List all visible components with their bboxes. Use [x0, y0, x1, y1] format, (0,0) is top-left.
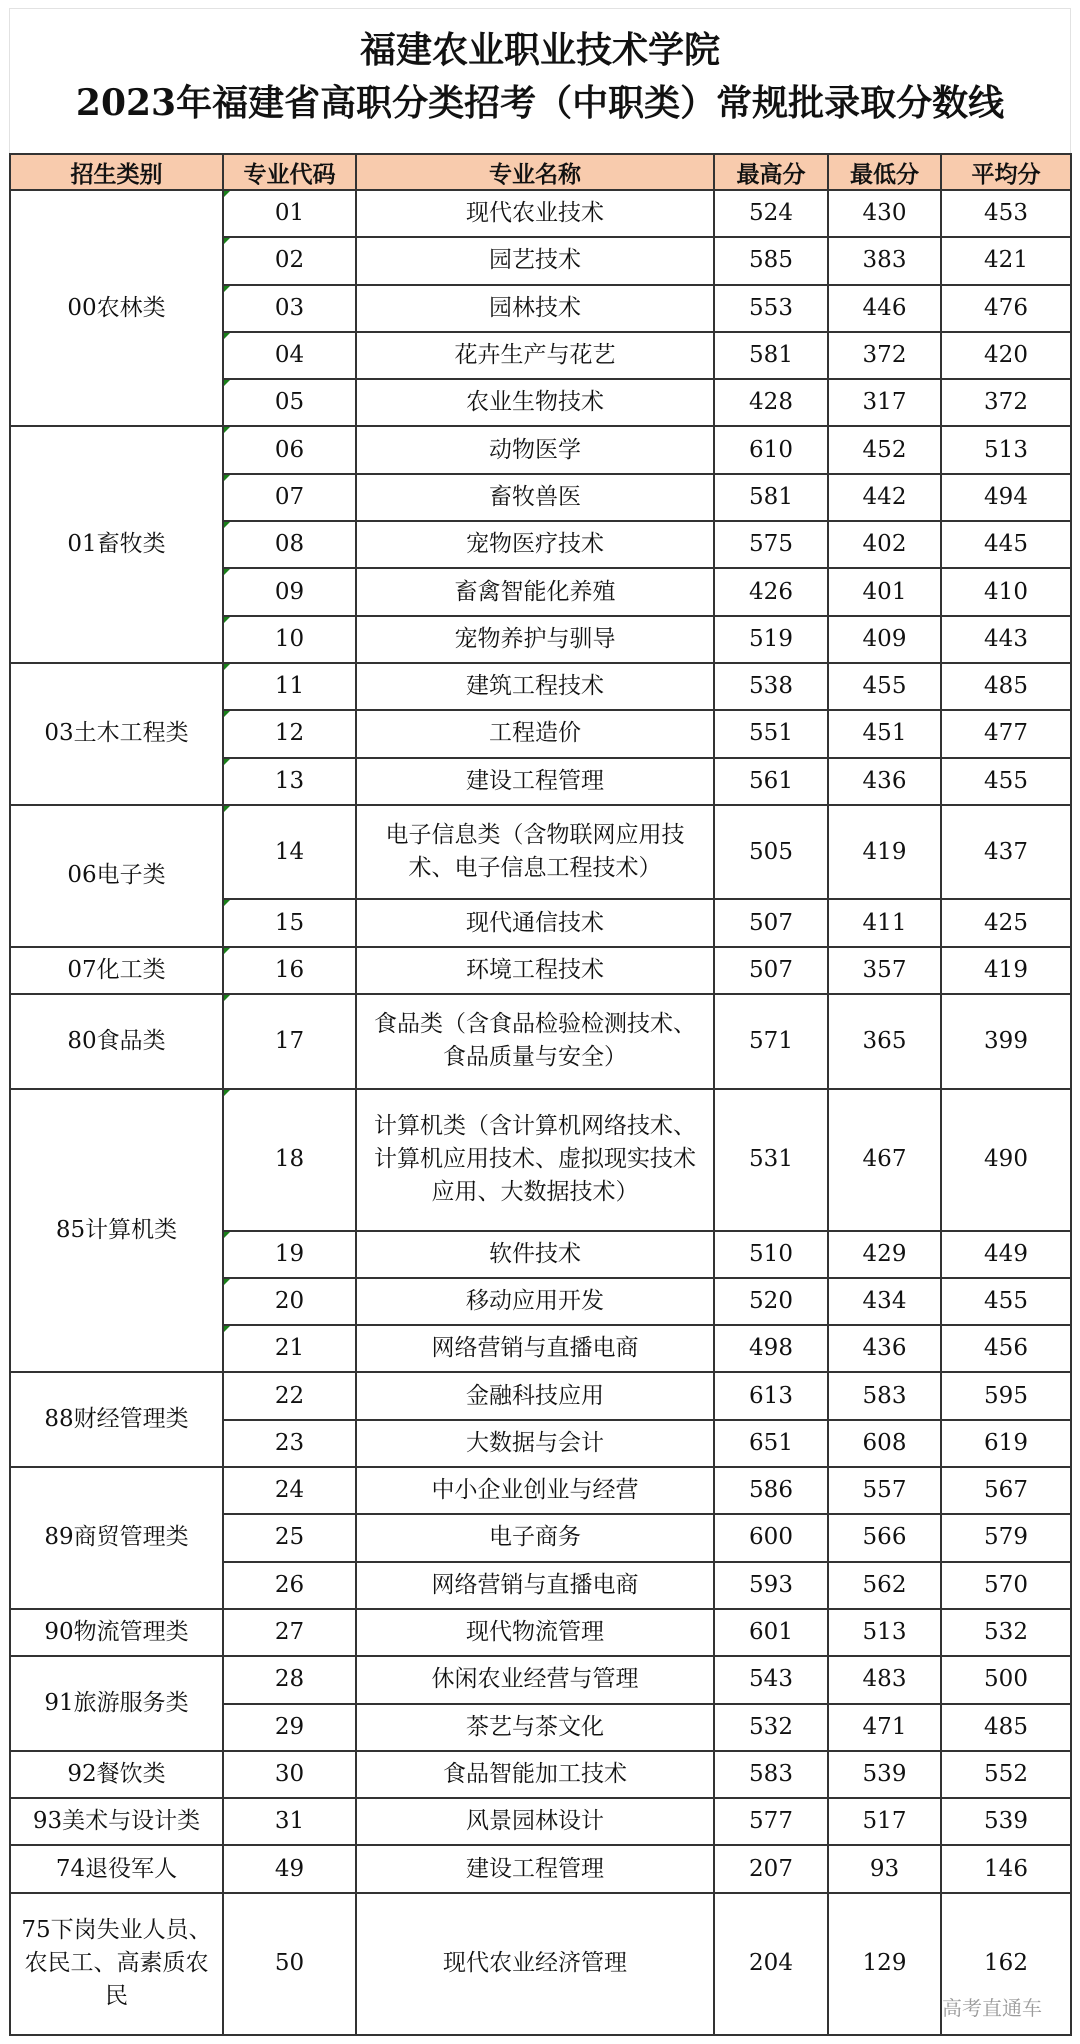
major-name-cell: 茶艺与茶文化: [356, 1704, 714, 1751]
major-code-cell: 16: [223, 947, 356, 994]
min-score-cell: 365: [828, 994, 941, 1089]
header-major-name: 专业名称: [356, 154, 714, 190]
table-row: [10, 1845, 1071, 1892]
max-score-cell: 426: [714, 568, 828, 615]
min-score-cell: 129: [828, 1893, 941, 2035]
max-score-cell: 551: [714, 710, 828, 757]
major-code-cell: 49: [223, 1845, 356, 1892]
max-score-cell: 593: [714, 1562, 828, 1609]
major-name-cell: 现代农业经济管理: [356, 1893, 714, 2035]
header-min-score: 最低分: [828, 154, 941, 190]
max-score-cell: 600: [714, 1514, 828, 1561]
avg-score-cell: 539: [941, 1798, 1071, 1845]
table-row: [10, 190, 1071, 237]
major-name-cell: 工程造价: [356, 710, 714, 757]
min-score-cell: 317: [828, 379, 941, 426]
major-code-cell: 50: [223, 1893, 356, 2035]
min-score-cell: 471: [828, 1704, 941, 1751]
max-score-cell: 519: [714, 616, 828, 663]
table-row: [10, 1656, 1071, 1703]
min-score-cell: 434: [828, 1278, 941, 1325]
min-score-cell: 372: [828, 332, 941, 379]
major-name-cell: 建筑工程技术: [356, 663, 714, 710]
avg-score-cell: 579: [941, 1514, 1071, 1561]
min-score-cell: 436: [828, 1325, 941, 1372]
min-score-cell: 455: [828, 663, 941, 710]
major-name-cell: 动物医学: [356, 426, 714, 473]
major-code-cell: 26: [223, 1562, 356, 1609]
major-name-cell: 计算机类（含计算机网络技术、计算机应用技术、虚拟现实技术应用、大数据技术）: [356, 1089, 714, 1231]
table-header-row: [10, 154, 1071, 190]
major-code-cell: 29: [223, 1704, 356, 1751]
major-name-cell: 食品类（含食品检验检测技术、食品质量与安全）: [356, 994, 714, 1089]
major-code-cell: 01: [223, 190, 356, 237]
max-score-cell: 505: [714, 805, 828, 900]
min-score-cell: 357: [828, 947, 941, 994]
major-code-cell: 10: [223, 616, 356, 663]
avg-score-cell: 420: [941, 332, 1071, 379]
min-score-cell: 539: [828, 1751, 941, 1798]
header-category: 招生类别: [10, 154, 223, 190]
major-name-cell: 现代通信技术: [356, 899, 714, 946]
avg-score-cell: 456: [941, 1325, 1071, 1372]
avg-score-cell: 399: [941, 994, 1071, 1089]
major-code-cell: 23: [223, 1420, 356, 1467]
avg-score-cell: 372: [941, 379, 1071, 426]
min-score-cell: 429: [828, 1231, 941, 1278]
major-name-cell: 大数据与会计: [356, 1420, 714, 1467]
max-score-cell: 571: [714, 994, 828, 1089]
max-score-cell: 520: [714, 1278, 828, 1325]
avg-score-cell: 485: [941, 663, 1071, 710]
avg-score-cell: 449: [941, 1231, 1071, 1278]
avg-score-cell: 445: [941, 521, 1071, 568]
min-score-cell: 93: [828, 1845, 941, 1892]
major-code-cell: 21: [223, 1325, 356, 1372]
min-score-cell: 483: [828, 1656, 941, 1703]
category-cell: 75下岗失业人员、农民工、高素质农民: [10, 1893, 223, 2035]
table-row: [10, 994, 1071, 1089]
max-score-cell: 613: [714, 1372, 828, 1419]
major-code-cell: 19: [223, 1231, 356, 1278]
min-score-cell: 442: [828, 474, 941, 521]
watermark: 高考直通车: [942, 1996, 1042, 2020]
category-cell: 89商贸管理类: [10, 1467, 223, 1609]
major-name-cell: 风景园林设计: [356, 1798, 714, 1845]
min-score-cell: 402: [828, 521, 941, 568]
major-name-cell: 金融科技应用: [356, 1372, 714, 1419]
major-name-cell: 网络营销与直播电商: [356, 1325, 714, 1372]
avg-score-cell: 485: [941, 1704, 1071, 1751]
header-avg-score: 平均分: [941, 154, 1071, 190]
major-name-cell: 花卉生产与花艺: [356, 332, 714, 379]
avg-score-cell: 455: [941, 1278, 1071, 1325]
avg-score-cell: 419: [941, 947, 1071, 994]
major-code-cell: 30: [223, 1751, 356, 1798]
avg-score-cell: 453: [941, 190, 1071, 237]
major-code-cell: 24: [223, 1467, 356, 1514]
table-body: [10, 190, 1071, 2035]
major-name-cell: 电子信息类（含物联网应用技术、电子信息工程技术）: [356, 805, 714, 900]
category-cell: 88财经管理类: [10, 1372, 223, 1467]
category-cell: 92餐饮类: [10, 1751, 223, 1798]
avg-score-cell: 421: [941, 237, 1071, 284]
category-cell: 07化工类: [10, 947, 223, 994]
avg-score-cell: 500: [941, 1656, 1071, 1703]
max-score-cell: 553: [714, 285, 828, 332]
category-cell: 90物流管理类: [10, 1609, 223, 1656]
major-code-cell: 14: [223, 805, 356, 900]
major-name-cell: 畜禽智能化养殖: [356, 568, 714, 615]
category-cell: 00农林类: [10, 190, 223, 426]
category-cell: 91旅游服务类: [10, 1656, 223, 1751]
avg-score-cell: 146: [941, 1845, 1071, 1892]
major-name-cell: 中小企业创业与经营: [356, 1467, 714, 1514]
max-score-cell: 577: [714, 1798, 828, 1845]
max-score-cell: 581: [714, 332, 828, 379]
major-code-cell: 07: [223, 474, 356, 521]
max-score-cell: 510: [714, 1231, 828, 1278]
major-code-cell: 25: [223, 1514, 356, 1561]
category-cell: 03土木工程类: [10, 663, 223, 805]
major-code-cell: 20: [223, 1278, 356, 1325]
major-code-cell: 04: [223, 332, 356, 379]
table-row: [10, 1751, 1071, 1798]
min-score-cell: 411: [828, 899, 941, 946]
page-subtitle: 2023年福建省高职分类招考（中职类）常规批录取分数线: [75, 82, 1005, 124]
min-score-cell: 517: [828, 1798, 941, 1845]
category-cell: 85计算机类: [10, 1089, 223, 1373]
min-score-cell: 452: [828, 426, 941, 473]
major-name-cell: 现代农业技术: [356, 190, 714, 237]
max-score-cell: 651: [714, 1420, 828, 1467]
table-row: [10, 805, 1071, 900]
table-row: [10, 1609, 1071, 1656]
major-code-cell: 02: [223, 237, 356, 284]
major-name-cell: 食品智能加工技术: [356, 1751, 714, 1798]
max-score-cell: 601: [714, 1609, 828, 1656]
major-code-cell: 12: [223, 710, 356, 757]
category-cell: 06电子类: [10, 805, 223, 947]
major-code-cell: 17: [223, 994, 356, 1089]
avg-score-cell: 494: [941, 474, 1071, 521]
min-score-cell: 430: [828, 190, 941, 237]
avg-score-cell: 410: [941, 568, 1071, 615]
avg-score-cell: 162: [941, 1893, 1071, 2035]
major-code-cell: 09: [223, 568, 356, 615]
major-name-cell: 电子商务: [356, 1514, 714, 1561]
major-code-cell: 22: [223, 1372, 356, 1419]
avg-score-cell: 552: [941, 1751, 1071, 1798]
max-score-cell: 575: [714, 521, 828, 568]
major-name-cell: 畜牧兽医: [356, 474, 714, 521]
major-name-cell: 现代物流管理: [356, 1609, 714, 1656]
major-name-cell: 建设工程管理: [356, 758, 714, 805]
max-score-cell: 524: [714, 190, 828, 237]
table-row: [10, 1089, 1071, 1231]
major-name-cell: 移动应用开发: [356, 1278, 714, 1325]
major-code-cell: 03: [223, 285, 356, 332]
avg-score-cell: 477: [941, 710, 1071, 757]
table-row: [10, 1467, 1071, 1514]
major-code-cell: 13: [223, 758, 356, 805]
major-code-cell: 31: [223, 1798, 356, 1845]
table-row: [10, 663, 1071, 710]
max-score-cell: 561: [714, 758, 828, 805]
min-score-cell: 419: [828, 805, 941, 900]
avg-score-cell: 437: [941, 805, 1071, 900]
max-score-cell: 585: [714, 237, 828, 284]
major-name-cell: 宠物养护与驯导: [356, 616, 714, 663]
avg-score-cell: 476: [941, 285, 1071, 332]
max-score-cell: 543: [714, 1656, 828, 1703]
max-score-cell: 204: [714, 1893, 828, 2035]
major-code-cell: 11: [223, 663, 356, 710]
min-score-cell: 583: [828, 1372, 941, 1419]
min-score-cell: 436: [828, 758, 941, 805]
max-score-cell: 586: [714, 1467, 828, 1514]
major-name-cell: 软件技术: [356, 1231, 714, 1278]
major-code-cell: 06: [223, 426, 356, 473]
major-code-cell: 05: [223, 379, 356, 426]
max-score-cell: 531: [714, 1089, 828, 1231]
max-score-cell: 507: [714, 947, 828, 994]
category-cell: 80食品类: [10, 994, 223, 1089]
max-score-cell: 581: [714, 474, 828, 521]
max-score-cell: 507: [714, 899, 828, 946]
header-max-score: 最高分: [714, 154, 828, 190]
major-code-cell: 15: [223, 899, 356, 946]
major-name-cell: 园艺技术: [356, 237, 714, 284]
min-score-cell: 409: [828, 616, 941, 663]
min-score-cell: 513: [828, 1609, 941, 1656]
major-name-cell: 环境工程技术: [356, 947, 714, 994]
max-score-cell: 538: [714, 663, 828, 710]
table-row: [10, 1798, 1071, 1845]
major-code-cell: 18: [223, 1089, 356, 1231]
major-code-cell: 28: [223, 1656, 356, 1703]
min-score-cell: 451: [828, 710, 941, 757]
admission-score-table: [9, 153, 1072, 2036]
avg-score-cell: 425: [941, 899, 1071, 946]
max-score-cell: 498: [714, 1325, 828, 1372]
major-code-cell: 08: [223, 521, 356, 568]
avg-score-cell: 570: [941, 1562, 1071, 1609]
max-score-cell: 610: [714, 426, 828, 473]
category-cell: 01畜牧类: [10, 426, 223, 662]
min-score-cell: 562: [828, 1562, 941, 1609]
table-row: [10, 947, 1071, 994]
avg-score-cell: 532: [941, 1609, 1071, 1656]
max-score-cell: 207: [714, 1845, 828, 1892]
major-name-cell: 休闲农业经营与管理: [356, 1656, 714, 1703]
min-score-cell: 383: [828, 237, 941, 284]
major-name-cell: 网络营销与直播电商: [356, 1562, 714, 1609]
min-score-cell: 566: [828, 1514, 941, 1561]
table-row: [10, 426, 1071, 473]
category-cell: 93美术与设计类: [10, 1798, 223, 1845]
major-name-cell: 农业生物技术: [356, 379, 714, 426]
avg-score-cell: 567: [941, 1467, 1071, 1514]
max-score-cell: 583: [714, 1751, 828, 1798]
major-name-cell: 宠物医疗技术: [356, 521, 714, 568]
avg-score-cell: 595: [941, 1372, 1071, 1419]
table-row: [10, 1372, 1071, 1419]
avg-score-cell: 443: [941, 616, 1071, 663]
table-row: [10, 1893, 1071, 2035]
max-score-cell: 532: [714, 1704, 828, 1751]
header-major-code: 专业代码: [223, 154, 356, 190]
category-cell: 74退役军人: [10, 1845, 223, 1892]
avg-score-cell: 513: [941, 426, 1071, 473]
avg-score-cell: 490: [941, 1089, 1071, 1231]
max-score-cell: 428: [714, 379, 828, 426]
major-name-cell: 园林技术: [356, 285, 714, 332]
min-score-cell: 401: [828, 568, 941, 615]
major-code-cell: 27: [223, 1609, 356, 1656]
major-name-cell: 建设工程管理: [356, 1845, 714, 1892]
min-score-cell: 446: [828, 285, 941, 332]
min-score-cell: 557: [828, 1467, 941, 1514]
min-score-cell: 608: [828, 1420, 941, 1467]
page-title: 福建农业职业技术学院: [359, 29, 720, 71]
avg-score-cell: 455: [941, 758, 1071, 805]
min-score-cell: 467: [828, 1089, 941, 1231]
avg-score-cell: 619: [941, 1420, 1071, 1467]
